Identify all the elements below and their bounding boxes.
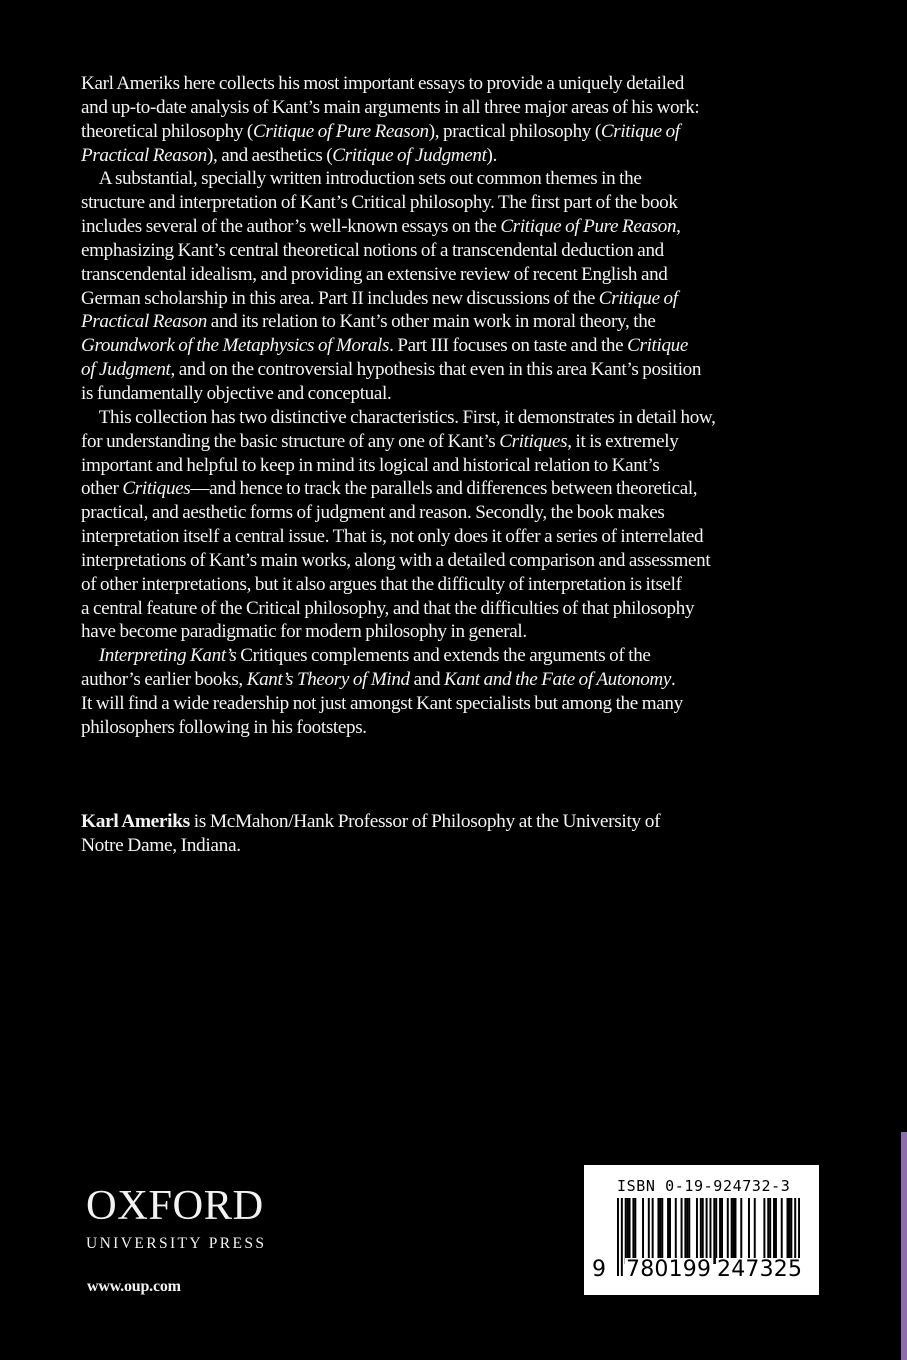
text-line [81,597,810,621]
text-run: German scholarship in this area. Part II includes new discussions of the [81,287,599,309]
italic-title: Practical Reason [81,311,207,333]
text-line [81,692,810,716]
italic-title: Critiques [122,478,191,500]
text-run: structure and interpretation of Kant’s Critical philosophy. The first part of the book [81,192,678,214]
text-run: interpretation itself a central issue. That is, not only does it offer a series of interrelated [81,526,704,548]
italic-title: Interpreting Kant’s [98,645,237,667]
text-line [81,287,810,311]
text-run: . [671,669,676,691]
italic-title: Critique of [600,120,680,142]
text-run: emphasizing Kant’s central theoretical notions of a transcendental deduction and [81,239,664,261]
text-run: is fundamentally objective and conceptual. [81,382,392,404]
text-line [81,144,810,168]
text-line [81,167,810,191]
text-run: , [676,216,681,238]
ean-left-group: 780199 [626,1257,712,1282]
text-run: for understanding the basic structure of any one of Kant’s [81,430,500,452]
text-run: —and hence to track the parallels and differences between theoretical, [190,478,698,500]
text-line [81,525,810,549]
text-line [81,620,810,644]
text-run: important and helpful to keep in mind its logical and historical relation to Kant’s [81,454,660,476]
text-line [81,72,810,96]
text-line [81,191,810,215]
italic-title: Critique [627,335,689,357]
text-run: and up-to-date analysis of Kant’s main arguments in all three major areas of his work: [81,96,700,118]
isbn-label: ISBN 0-19-924732-3 [617,1177,791,1195]
description-paragraph [81,644,810,739]
text-run: a central feature of the Critical philosophy, and that the difficulties of that philosophy [81,597,695,619]
italic-title: Critiques [499,430,568,452]
text-run: ), practical philosophy ( [428,120,601,142]
author-bio-text: is McMahon/Hank Professor of Philosophy at the University of [189,811,661,832]
description-paragraph [81,72,810,167]
text-run: Karl Ameriks here collects his most important essays to provide a uniquely detailed [81,73,684,94]
publisher-url: www.oup.com [87,1278,181,1295]
description-paragraph [81,406,810,644]
text-run: This collection has two distinctive characteristics. First, it demonstrates in detail how, [98,406,716,428]
text-line [81,644,810,668]
book-description [81,72,810,740]
italic-title: Critique of [598,287,678,309]
oxford-university-press-logo [86,1182,267,1253]
text-line [81,215,810,239]
text-run: of other interpretations, but it also argues that the difficulty of interpretation is itself [81,573,682,595]
description-paragraph [81,167,810,405]
ean-first-digit: 9 [592,1257,607,1282]
text-run: philosophers following in his footsteps. [81,716,367,738]
spine-color-strip [901,1132,907,1360]
text-line [81,96,810,120]
text-run: interpretations of Kant’s main works, along with a detailed comparison and assessment [81,549,711,571]
isbn-barcode [584,1165,819,1295]
text-line [81,668,810,692]
ean-right-group: 247325 [717,1257,803,1282]
text-run: theoretical philosophy ( [81,120,253,142]
author-name: Karl Ameriks [81,811,190,832]
text-run: A substantial, specially written introduction sets out common themes in the [98,168,642,190]
text-line [81,382,810,406]
author-bio-line-1 [81,810,821,834]
text-run: have become paradigmatic for modern philosophy in general. [81,621,527,643]
text-run: . Part III focuses on taste and the [389,335,628,357]
text-line [81,573,810,597]
text-run: ). [486,144,498,166]
text-line [81,358,810,382]
text-line [81,430,810,454]
text-line [81,263,810,287]
publisher-name: OXFORD [86,1182,264,1229]
text-line [81,454,810,478]
author-bio [81,810,821,858]
italic-title: Kant’s Theory of Mind [246,669,410,691]
text-run: , and on the controversial hypothesis that even in this area Kant’s position [170,359,702,381]
text-run: includes several of the author’s well-known essays on the [81,216,501,238]
text-run: author’s earlier books, [81,669,247,691]
italic-title: Critique of Pure Reason [252,120,429,142]
text-run: other [81,478,123,500]
italic-title: Kant and the Fate of Autonomy [444,669,672,691]
text-line [81,501,810,525]
publisher-subtitle: UNIVERSITY PRESS [86,1235,267,1252]
italic-title: Critique of Judgment [332,144,487,166]
italic-title: of Judgment [81,359,171,381]
text-run: practical, and aesthetic forms of judgment and reason. Secondly, the book makes [81,502,665,524]
text-run: , it is extremely [567,430,679,452]
text-line [81,120,810,144]
text-run: It will find a wide readership not just amongst Kant specialists but among the many [81,692,683,714]
text-run: transcendental idealism, and providing an extensive review of recent English and [81,263,668,285]
text-line [81,334,810,358]
text-line [81,239,810,263]
text-line [81,406,810,430]
text-line [81,716,810,740]
text-run: and [409,669,445,691]
author-bio-line-2: Notre Dame, Indiana. [81,835,241,856]
italic-title: Groundwork of the Metaphysics of Morals [81,335,390,357]
text-line [81,549,810,573]
text-line [81,310,810,334]
text-run: Critiques complements and extends the arguments of the [236,645,651,667]
text-run: and its relation to Kant’s other main work in moral theory, the [206,311,656,333]
text-run: ), and aesthetics ( [206,144,333,166]
italic-title: Practical Reason [81,144,207,166]
text-line [81,477,810,501]
italic-title: Critique of Pure Reason [500,216,677,238]
